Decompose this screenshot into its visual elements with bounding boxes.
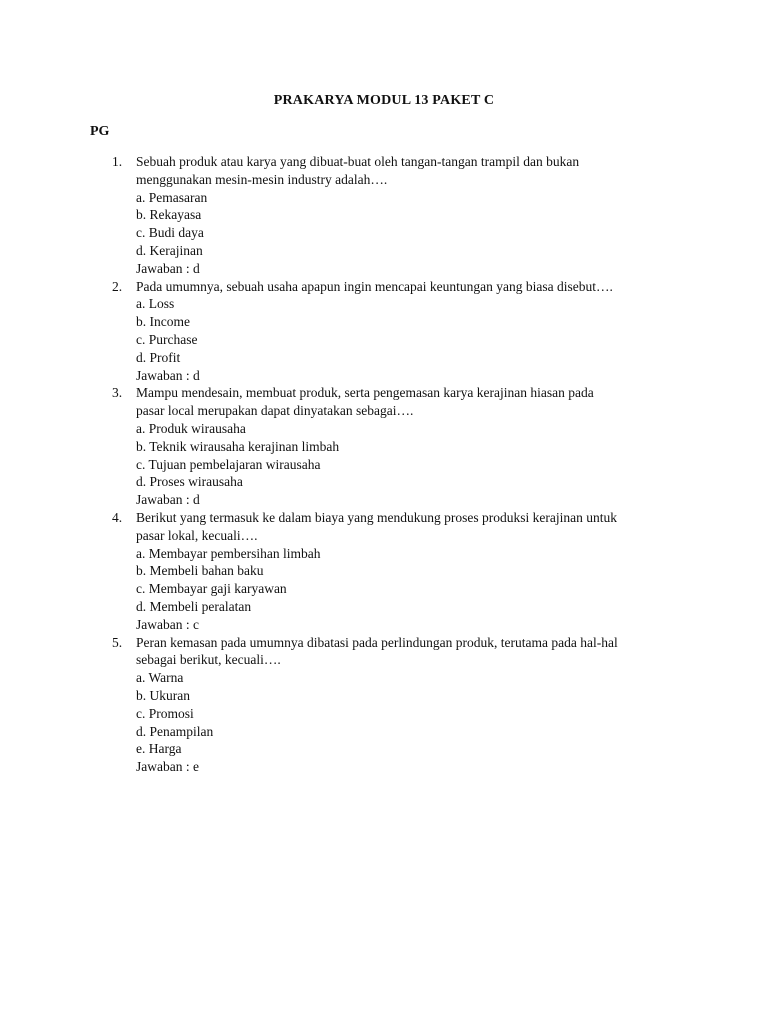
- option-list: [136, 420, 688, 491]
- question-number: 4.: [112, 509, 123, 525]
- answer-option: c. Budi daya: [136, 225, 204, 241]
- answer-option: c. Tujuan pembelajaran wirausaha: [136, 456, 321, 472]
- question-text-line: Sebuah produk atau karya yang dibuat-buat oleh tangan-tangan trampil dan bukan: [136, 154, 580, 169]
- question-number: 5.: [112, 634, 123, 650]
- answer-option: d. Proses wirausaha: [136, 474, 243, 490]
- question-text-line: sebagai berikut, kecuali….: [136, 652, 281, 668]
- answer-option: b. Rekayasa: [136, 207, 202, 223]
- answer-option: a. Membayar pembersihan limbah: [136, 545, 321, 561]
- answer-option: a. Warna: [136, 670, 184, 686]
- answer-option: a. Pemasaran: [136, 189, 208, 205]
- question-item: [0, 509, 768, 634]
- question-item: [0, 278, 768, 385]
- answer-option: b. Income: [136, 314, 190, 330]
- answer-option: b. Membeli bahan baku: [136, 563, 264, 579]
- question-item: [0, 634, 768, 776]
- answer-option: e. Harga: [136, 741, 182, 757]
- question-text-line: pasar lokal, kecuali….: [136, 527, 258, 543]
- answer-key: Jawaban : d: [136, 260, 200, 276]
- question-list: [0, 153, 768, 776]
- answer-key: Jawaban : e: [136, 759, 199, 775]
- answer-option: b. Ukuran: [136, 687, 190, 703]
- answer-option: d. Membeli peralatan: [136, 598, 252, 614]
- question-item: [0, 153, 768, 278]
- question-text-line: Pada umumnya, sebuah usaha apapun ingin mencapai keuntungan yang biasa disebut….: [136, 278, 613, 294]
- answer-option: b. Teknik wirausaha kerajinan limbah: [136, 438, 340, 454]
- answer-key: Jawaban : c: [136, 616, 199, 632]
- answer-key: Jawaban : d: [136, 492, 200, 508]
- question-number: 2.: [112, 278, 123, 294]
- answer-option: d. Kerajinan: [136, 242, 203, 258]
- answer-option: c. Purchase: [136, 331, 198, 347]
- question-text-line: Peran kemasan pada umumnya dibatasi pada perlindungan produk, terutama pada hal-hal: [136, 634, 618, 650]
- option-list: [136, 295, 688, 366]
- answer-option: d. Profit: [136, 349, 181, 365]
- question-text-line: Berikut yang termasuk ke dalam biaya yang mendukung proses produksi kerajinan untuk: [136, 509, 618, 525]
- answer-option: a. Loss: [136, 296, 175, 312]
- question-item: [0, 384, 768, 509]
- question-text-line: menggunakan mesin-mesin industry adalah….: [136, 171, 388, 187]
- section-label: PG: [90, 124, 110, 139]
- question-text-line: Mampu mendesain, membuat produk, serta pengemasan karya kerajinan hiasan pada: [136, 385, 594, 401]
- option-list: [136, 545, 688, 616]
- option-list: [136, 669, 688, 758]
- option-list: [136, 189, 688, 260]
- answer-option: c. Promosi: [136, 705, 194, 721]
- answer-key: Jawaban : d: [136, 367, 200, 383]
- document-title: PRAKARYA MODUL 13 PAKET C: [273, 93, 495, 108]
- answer-option: a. Produk wirausaha: [136, 420, 246, 436]
- answer-option: c. Membayar gaji karyawan: [136, 581, 287, 597]
- answer-option: d. Penampilan: [136, 723, 214, 739]
- question-text-line: pasar local merupakan dapat dinyatakan sebagai….: [136, 403, 414, 419]
- question-number: 1.: [112, 154, 123, 169]
- question-number: 3.: [112, 385, 123, 401]
